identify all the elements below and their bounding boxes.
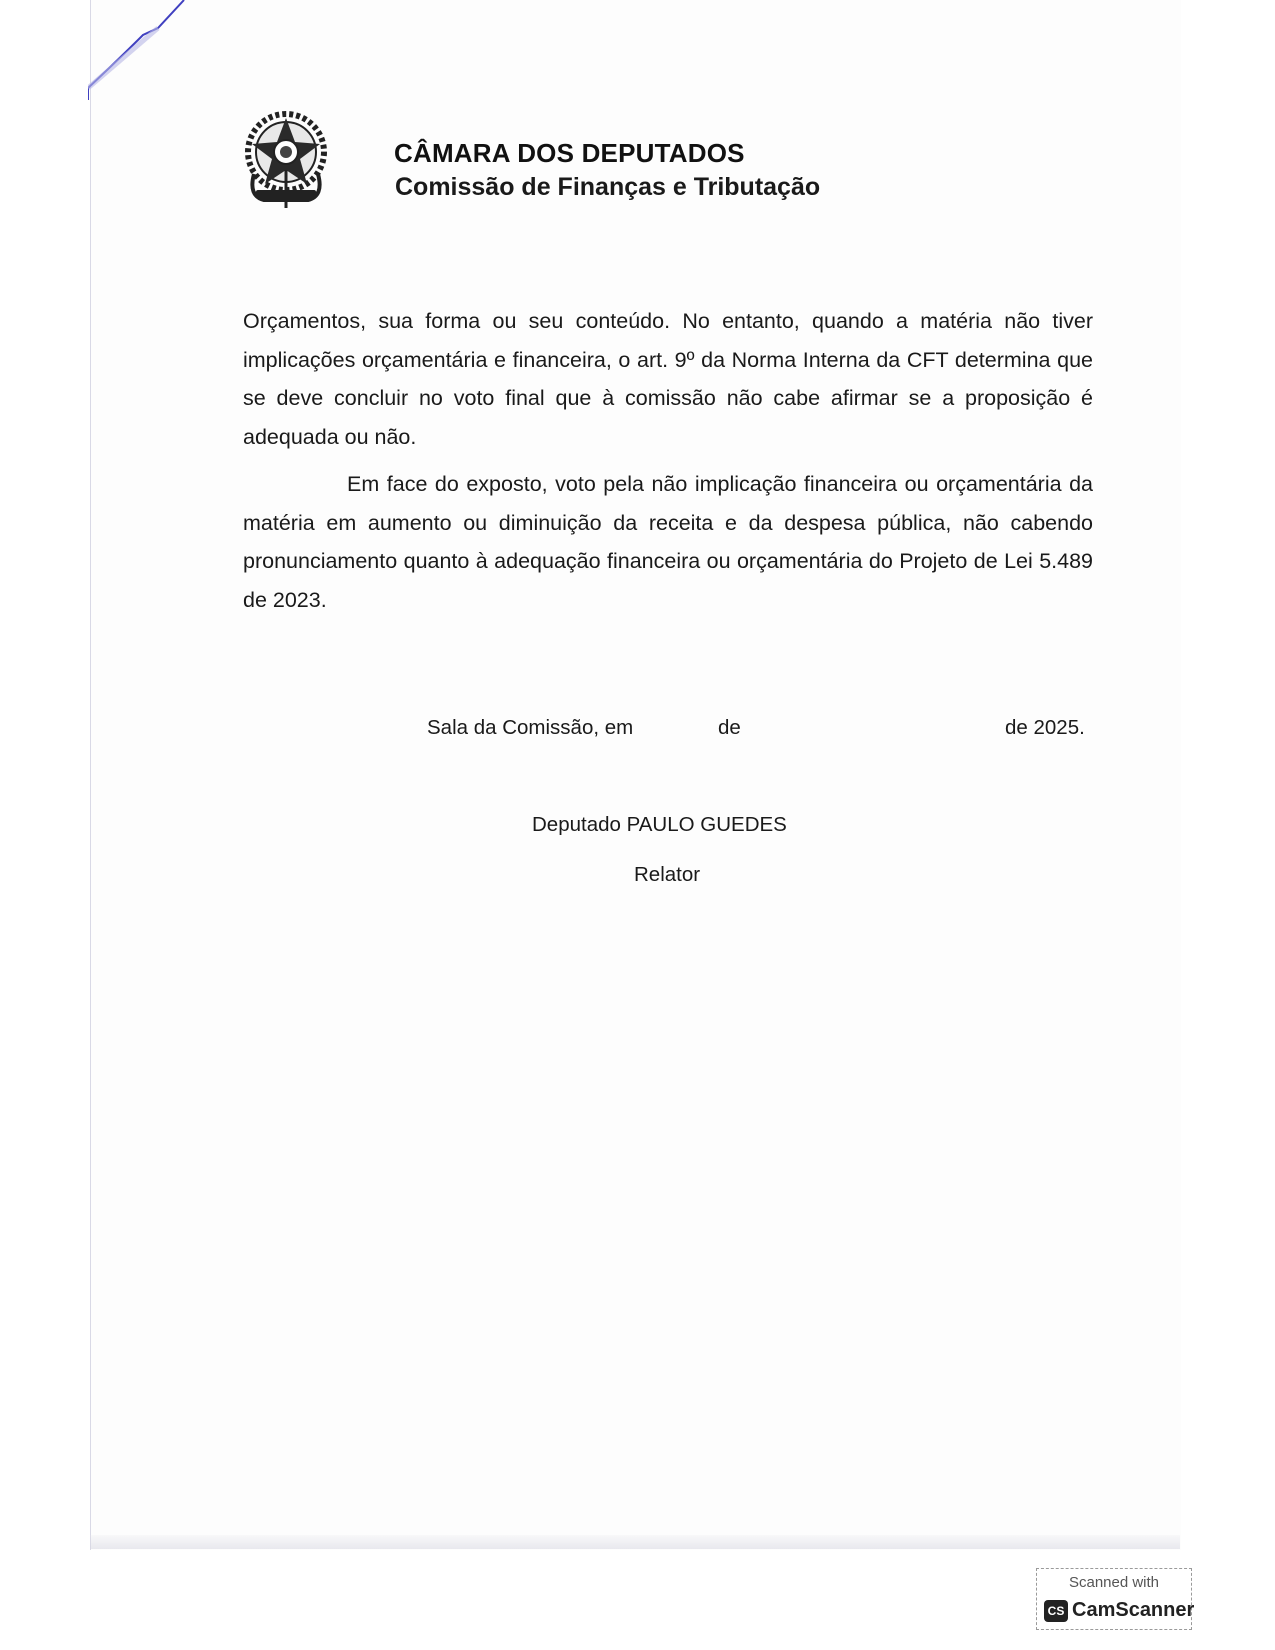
signature-place: Sala da Comissão, em (427, 716, 634, 739)
signature-date-month-connector: de (718, 716, 741, 739)
signatory-role: Relator (634, 863, 701, 886)
scanned-with-label: Scanned with (1068, 1574, 1160, 1591)
document-page (90, 0, 1181, 1550)
body-paragraph-conclusion: Em face do exposto, voto pela não implicação financeira ou orçamentária da matéria em aumento ou diminuição da receita e da despesa pública, não cabendo pronunciamento quanto à adequação financeira ou orçamentária do Projeto de Lei 5.489 de 2023. (243, 472, 1093, 612)
camscanner-logo-icon: CS (1044, 1600, 1068, 1622)
page-bottom-edge (90, 1535, 1180, 1549)
body-paragraph: Orçamentos, sua forma ou seu conteúdo. No entanto, quando a matéria não tiver implicações orçamentária e financeira, o art. 9º da Norma Interna da CFT determina que se deve concluir no voto final que à comissão não cabe afirmar se a proposição é adequada ou não. (243, 309, 1093, 449)
signature-date-year: de 2025. (1005, 716, 1085, 739)
institution-title: CÂMARA DOS DEPUTADOS (394, 138, 745, 168)
camscanner-watermark (1036, 1568, 1195, 1630)
camscanner-app-name: CamScanner (1072, 1599, 1195, 1621)
committee-subtitle: Comissão de Finanças e Tributação (395, 173, 821, 201)
signatory-name: Deputado PAULO GUEDES (532, 813, 787, 836)
brazil-coat-of-arms-icon (234, 104, 338, 214)
page-corner-fold (88, 0, 198, 100)
